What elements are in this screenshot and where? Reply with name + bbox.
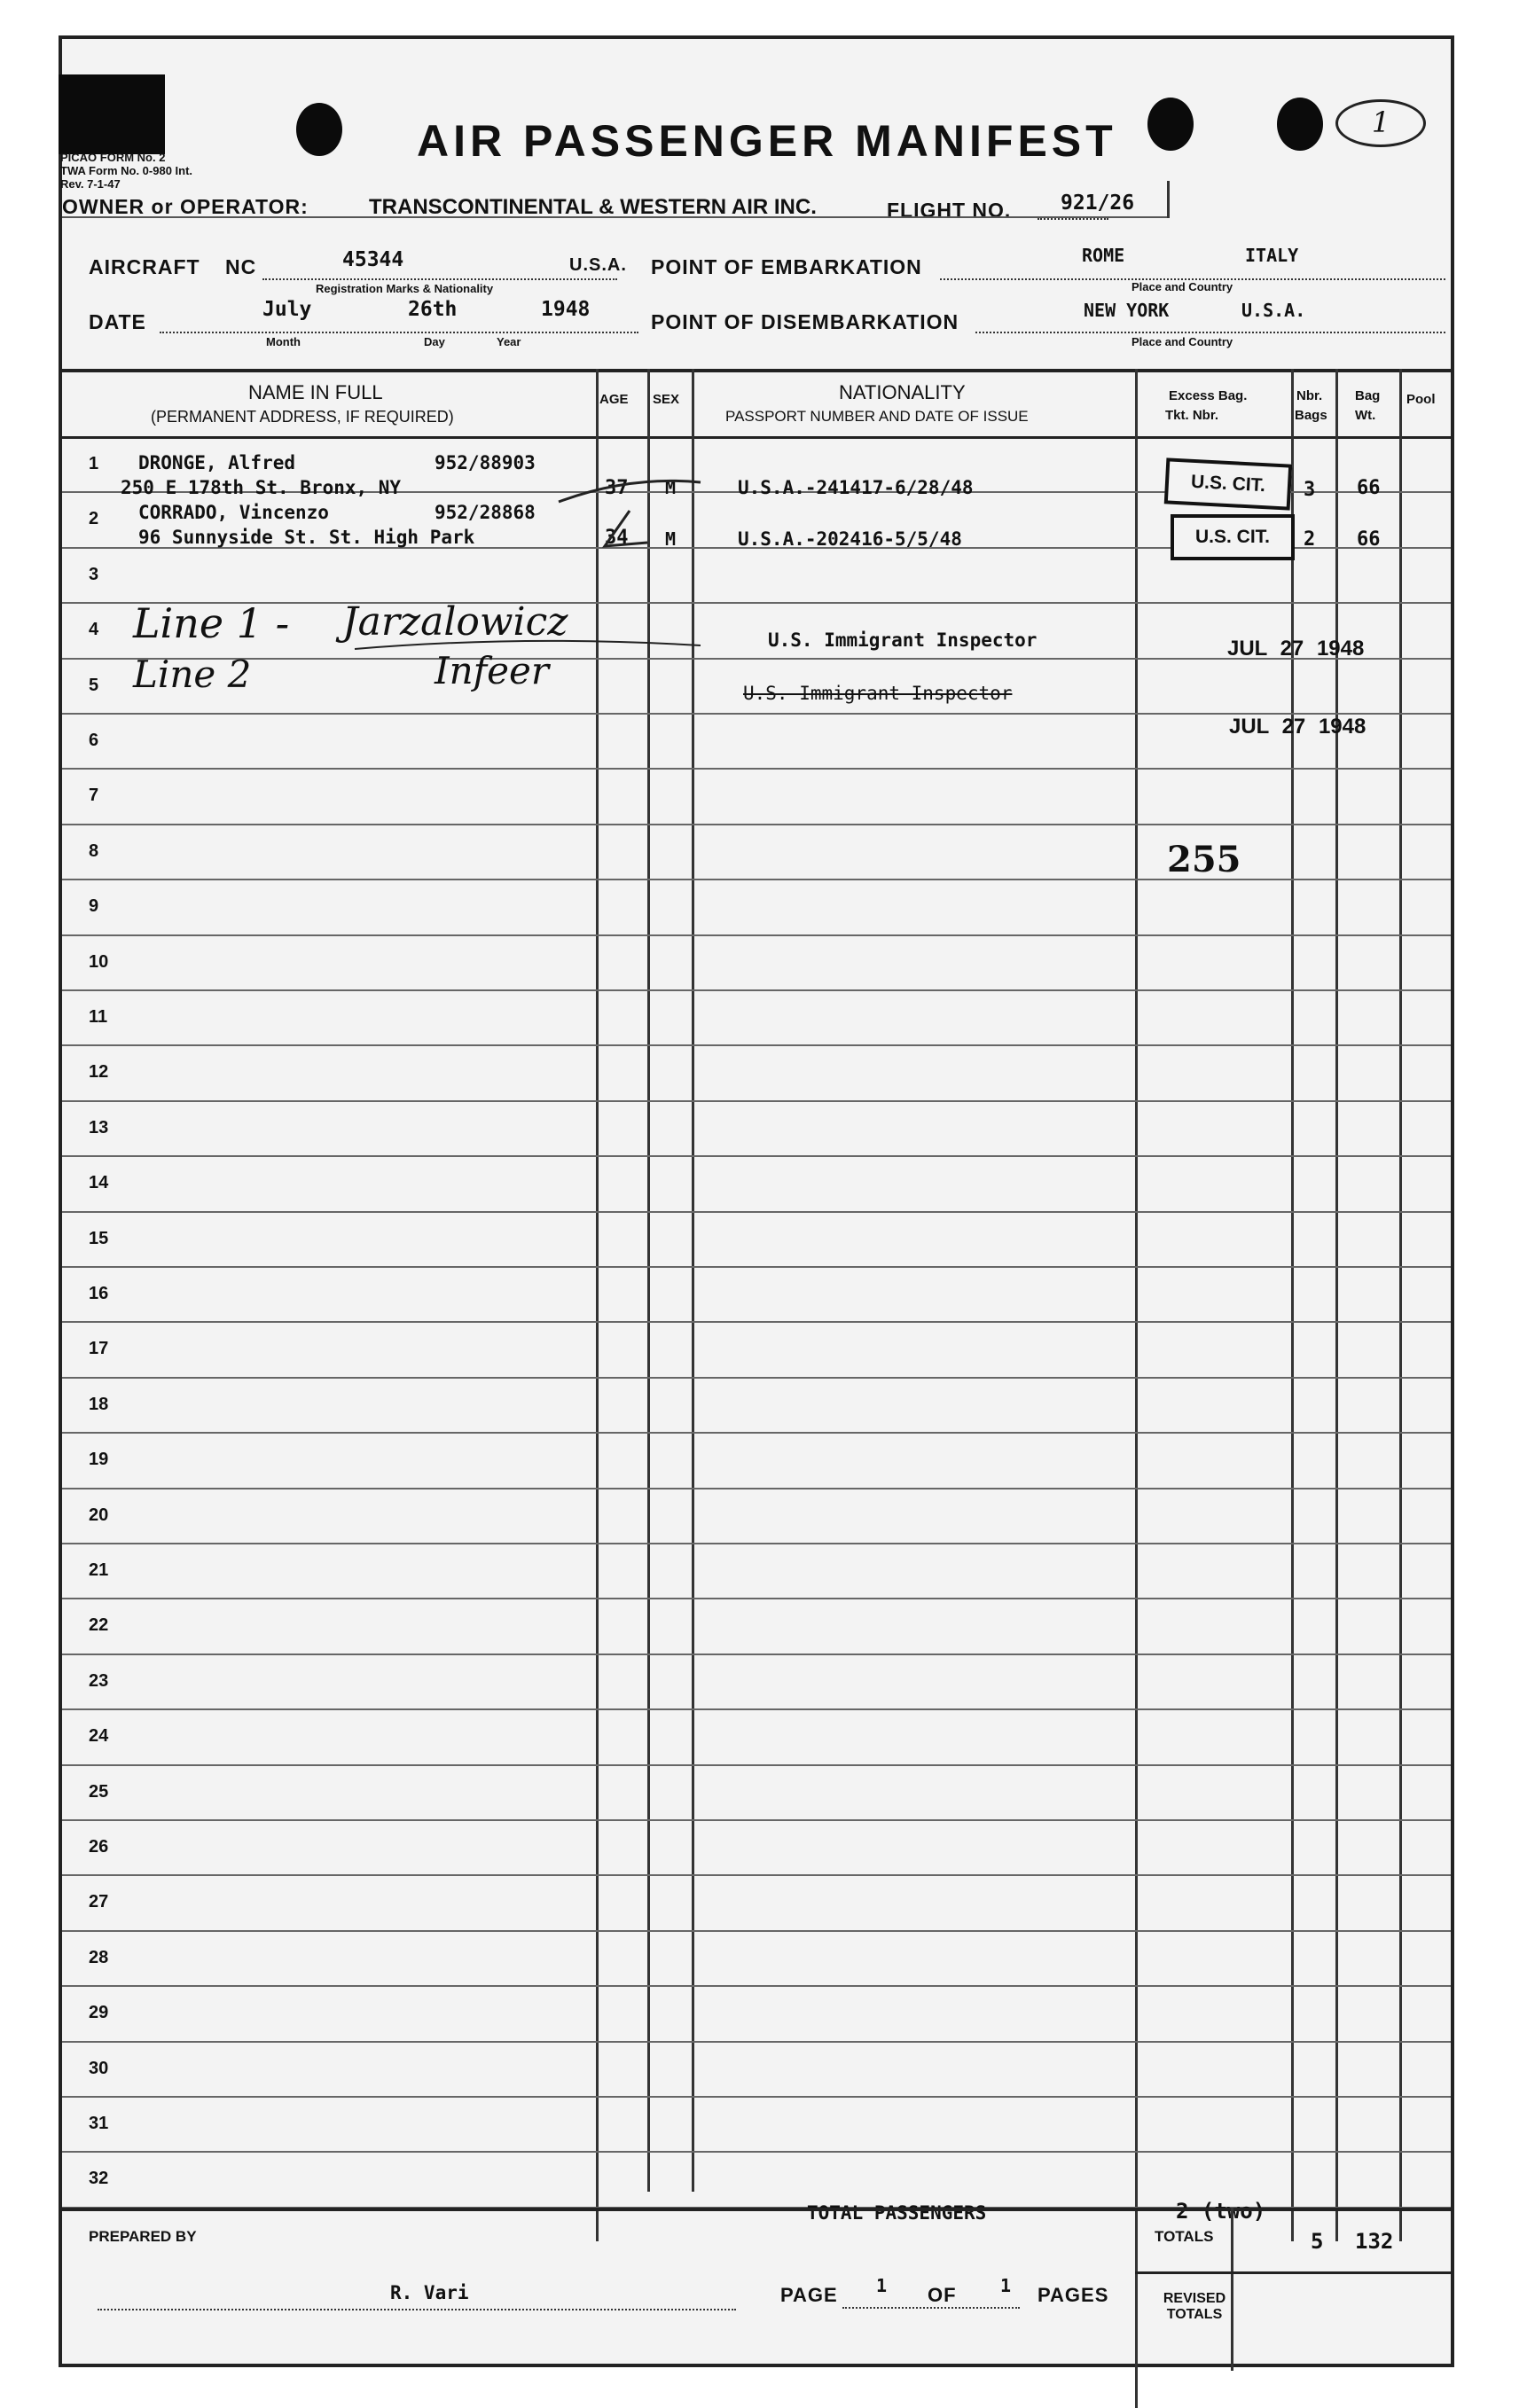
totals-label: TOTALS <box>1155 2228 1214 2245</box>
aircraft-underline <box>262 278 617 280</box>
prepared-by-value: R. Vari <box>390 2282 469 2303</box>
row-rule <box>62 1819 1451 1821</box>
header-sex: SEX <box>653 392 680 407</box>
inspector-stamp-2: U.S. Immigrant Inspector <box>743 683 1013 704</box>
row-rule <box>62 1044 1451 1046</box>
header-nbr: Nbr. <box>1296 388 1323 403</box>
row-number: 6 <box>89 731 99 750</box>
row-rule <box>62 1708 1451 1710</box>
row-number: 14 <box>89 1173 109 1193</box>
date-stamp-1: JUL 27 1948 <box>1227 637 1365 661</box>
row-number: 12 <box>89 1062 109 1083</box>
row-rule <box>62 2096 1451 2098</box>
aircraft-label: AIRCRAFT <box>89 255 200 278</box>
inspector-stamp-1: U.S. Immigrant Inspector <box>768 629 1038 651</box>
row-rule <box>62 989 1451 991</box>
prepared-by-underline <box>98 2309 736 2310</box>
flight-value: 921/26 <box>1061 192 1135 215</box>
handwritten-signature-2: Infeer <box>435 649 549 692</box>
form-meta-line: TWA Form No. 0-980 Int. <box>60 164 193 177</box>
form-meta-line: PICAO FORM No. 2 <box>60 151 166 164</box>
passenger-table <box>62 369 1451 2248</box>
header-nationality: NATIONALITY <box>839 381 966 403</box>
punch-hole <box>1147 98 1194 151</box>
header-bag-sub: Wt. <box>1355 408 1376 423</box>
stamp-number: 255 <box>1167 839 1241 880</box>
aircraft-value: 45344 <box>342 248 404 271</box>
row-rule <box>62 824 1451 825</box>
passenger-passport: U.S.A.-202416-5/5/48 <box>738 528 962 550</box>
date-year: 1948 <box>541 298 591 321</box>
row-number: 2 <box>89 509 99 529</box>
passenger-passport: U.S.A.-241417-6/28/48 <box>738 477 974 498</box>
usa-label: U.S.A. <box>569 255 627 275</box>
pages-label: PAGES <box>1038 2284 1109 2306</box>
row-rule <box>62 1598 1451 1599</box>
row-number: 1 <box>89 454 99 473</box>
row-number: 22 <box>89 1615 109 1636</box>
row-number: 32 <box>89 2169 109 2189</box>
passenger-age: 37 <box>605 477 629 499</box>
footer-top-rule <box>62 2208 1451 2211</box>
page-label: PAGE <box>780 2284 838 2306</box>
row-rule <box>62 1488 1451 1489</box>
date-label: DATE <box>89 310 146 333</box>
row-rule <box>62 1654 1451 1655</box>
check-stroke <box>605 511 647 546</box>
passenger-bags: 3 <box>1304 479 1316 501</box>
embark-label: POINT OF EMBARKATION <box>651 255 922 278</box>
total-passengers-value: 2 (two) <box>1176 2199 1266 2224</box>
row-rule <box>62 1321 1451 1323</box>
passenger-weight: 66 <box>1357 477 1381 499</box>
row-rule <box>62 1432 1451 1434</box>
row-rule <box>62 1930 1451 1932</box>
row-rule <box>62 1543 1451 1544</box>
aircraft-prefix: NC <box>225 255 257 278</box>
embark-country: ITALY <box>1245 245 1299 266</box>
row-number: 17 <box>89 1339 109 1359</box>
passenger-name: DRONGE, Alfred <box>138 452 296 473</box>
row-number: 21 <box>89 1560 109 1580</box>
top-left-ink-blot <box>59 74 165 154</box>
row-rule <box>62 1985 1451 1987</box>
totals-bags: 5 <box>1311 2229 1324 2254</box>
row-rule <box>62 1266 1451 1268</box>
us-citizen-stamp: U.S. CIT. <box>1171 514 1295 560</box>
row-number: 4 <box>89 620 99 640</box>
row-number: 26 <box>89 1837 109 1857</box>
sheet-number-mark: 1 <box>1335 99 1426 147</box>
registration-caption: Registration Marks & Nationality <box>316 282 494 295</box>
row-number: 3 <box>89 564 99 584</box>
passenger-address: 96 Sunnyside St. St. High Park <box>138 527 475 548</box>
row-rule <box>62 2041 1451 2043</box>
row-number: 13 <box>89 1117 109 1138</box>
header-excess-sub: Tkt. Nbr. <box>1165 408 1219 423</box>
disembark-city: NEW YORK <box>1084 300 1170 321</box>
passenger-sex: M <box>665 477 677 498</box>
row-number: 16 <box>89 1284 109 1303</box>
punch-hole <box>1277 98 1323 151</box>
passenger-sex: M <box>665 528 677 550</box>
passenger-bags: 2 <box>1304 528 1316 551</box>
header-pool: Pool <box>1406 392 1436 407</box>
row-rule <box>62 1100 1451 1102</box>
row-rule <box>62 1155 1451 1157</box>
header-bag: Bag <box>1355 388 1381 403</box>
row-number: 7 <box>89 786 99 806</box>
header-right-rule <box>1167 181 1170 218</box>
row-number: 27 <box>89 1892 109 1912</box>
passenger-name: CORRADO, Vincenzo <box>138 502 329 523</box>
flight-underline <box>1038 218 1108 220</box>
row-rule <box>62 768 1451 770</box>
header-age: AGE <box>599 392 629 407</box>
header-nationality-sub: PASSPORT NUMBER AND DATE OF ISSUE <box>725 408 1029 425</box>
footer-rule-revised <box>1135 2271 1451 2274</box>
page-underline <box>842 2307 1020 2309</box>
handwritten-line-2: Line 2 <box>133 653 252 696</box>
flight-label: FLIGHT NO. <box>887 199 1012 222</box>
row-number: 29 <box>89 2003 109 2023</box>
disembark-label: POINT OF DISEMBARKATION <box>651 310 959 333</box>
row-rule <box>62 934 1451 936</box>
disembark-underline <box>975 332 1445 333</box>
date-underline <box>160 332 638 333</box>
us-citizen-stamp: U.S. CIT. <box>1164 457 1293 510</box>
punch-hole <box>296 103 342 156</box>
row-number: 11 <box>89 1007 108 1027</box>
row-number: 25 <box>89 1781 109 1802</box>
row-number: 23 <box>89 1670 109 1691</box>
row-rule <box>62 1377 1451 1379</box>
row-number: 19 <box>89 1450 109 1470</box>
date-month: July <box>262 298 312 321</box>
of-value: 1 <box>1000 2275 1012 2296</box>
check-stroke <box>559 481 701 502</box>
row-rule <box>62 879 1451 880</box>
passenger-address: 250 E 178th St. Bronx, NY <box>121 477 402 498</box>
row-rule <box>62 1764 1451 1766</box>
row-number: 10 <box>89 951 109 972</box>
month-caption: Month <box>266 335 301 348</box>
handwritten-line-1: Line 1 - <box>133 599 290 647</box>
passenger-ticket: 952/28868 <box>435 502 536 523</box>
revised-totals-label: REVISED TOTALS <box>1163 2291 1226 2322</box>
form-title: AIR PASSENGER MANIFEST <box>417 116 1117 166</box>
row-rule <box>62 1211 1451 1213</box>
passenger-age: 34 <box>605 527 629 549</box>
of-label: OF <box>928 2284 957 2306</box>
header-excess: Excess Bag. <box>1169 388 1248 403</box>
row-number: 24 <box>89 1726 109 1747</box>
row-number: 28 <box>89 1947 109 1967</box>
passenger-weight: 66 <box>1357 528 1381 551</box>
row-number: 30 <box>89 2058 109 2078</box>
row-number: 9 <box>89 896 99 917</box>
page-value: 1 <box>876 2275 888 2296</box>
row-number: 8 <box>89 840 99 861</box>
header-top-rule <box>62 216 1169 218</box>
place-country-caption-2: Place and Country <box>1132 335 1233 348</box>
year-caption: Year <box>497 335 521 348</box>
passenger-ticket: 952/88903 <box>435 452 536 473</box>
day-caption: Day <box>424 335 445 348</box>
place-country-caption: Place and Country <box>1132 280 1233 293</box>
form-meta-line: Rev. 7-1-47 <box>60 177 121 191</box>
row-number: 31 <box>89 2114 109 2133</box>
date-day: 26th <box>408 298 458 321</box>
header-name-sub: (PERMANENT ADDRESS, IF REQUIRED) <box>151 408 454 426</box>
owner-value: TRANSCONTINENTAL & WESTERN AIR INC. <box>369 195 817 219</box>
prepared-by-label: PREPARED BY <box>89 2228 197 2245</box>
row-number: 20 <box>89 1505 109 1525</box>
row-rule <box>62 2151 1451 2153</box>
header-nbr-sub: Bags <box>1295 408 1327 423</box>
row-rule <box>62 1874 1451 1876</box>
header-name: NAME IN FULL <box>248 381 383 403</box>
footer-rule-totals <box>1231 2208 1233 2371</box>
row-number: 18 <box>89 1394 109 1414</box>
totals-weight: 132 <box>1355 2229 1394 2254</box>
embark-city: ROME <box>1082 245 1125 266</box>
handwritten-signature-1: Jarzalowicz <box>342 599 568 645</box>
disembark-country: U.S.A. <box>1241 300 1306 321</box>
owner-label: OWNER or OPERATOR: <box>62 195 309 218</box>
date-stamp-2: JUL 27 1948 <box>1229 715 1366 739</box>
row-number: 5 <box>89 675 99 695</box>
manifest-form <box>59 35 1454 2367</box>
total-passengers-label: TOTAL PASSENGERS <box>807 2202 987 2224</box>
row-number: 15 <box>89 1228 109 1248</box>
